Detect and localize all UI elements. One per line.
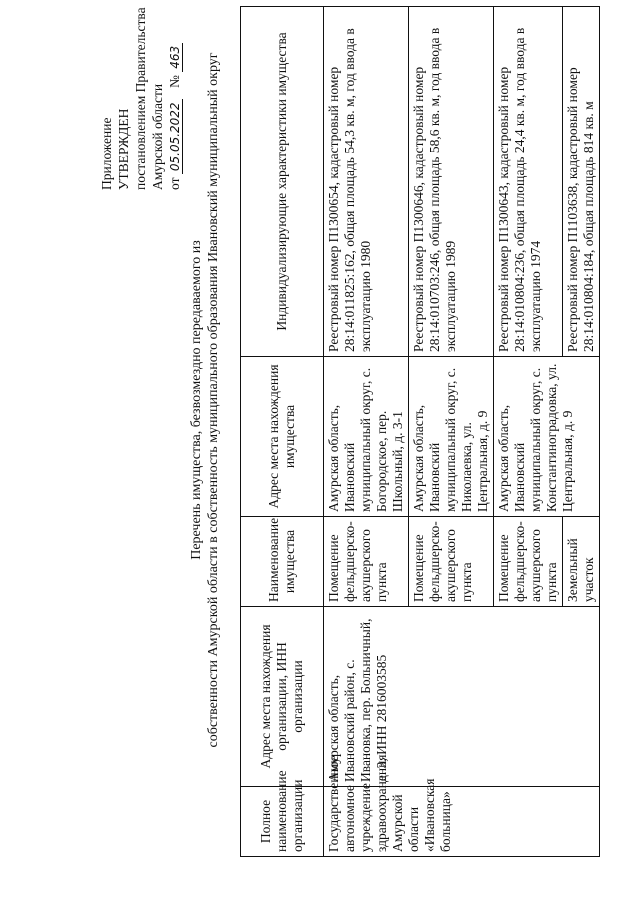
header-org-address: Адрес места нахождения организации, ИНН организации	[241, 607, 324, 787]
table-header-row	[241, 7, 324, 857]
organization-name: Государственное автономное учреждение здравоохранения Амурской области «Ивановская больница»	[324, 787, 600, 857]
property-details: Реестровый номер П1103638, кадастровый номер 28:14:010804:184, общая площадь 814 кв. м	[563, 7, 600, 357]
property-name: Земельный участок	[563, 517, 600, 607]
property-details: Реестровый номер П1300654, кадастровый номер 28:14:011825:162, общая площадь 54,3 кв. м, год ввода в эксплуатацию 1980	[324, 7, 409, 357]
property-name: Помещение фельдшерско-акушерского пункта	[409, 517, 494, 607]
approval-date-line	[166, 5, 184, 190]
approved-label: УТВЕРЖДЕН	[116, 108, 131, 190]
header-org-name: Полное наименование организации	[241, 787, 324, 857]
property-details: Реестровый номер П1300643, кадастровый номер 28:14:010804:236, общая площадь 24,4 кв. м, год ввода в эксплуатацию 1974	[494, 7, 563, 357]
property-name: Помещение фельдшерско-акушерского пункта	[494, 517, 563, 607]
approval-line-2: Амурской области	[150, 83, 165, 190]
title-line-2: собственности Амурской области в собственность муниципального образования Ивановский муниципальный округ	[206, 52, 221, 748]
number-prefix: №	[167, 75, 182, 89]
approval-block	[98, 5, 184, 190]
table-row	[324, 7, 409, 857]
header-property-name: Наименование имущества	[241, 517, 324, 607]
property-table	[240, 6, 600, 857]
appendix-label: Приложение	[99, 117, 114, 190]
approval-number: 463	[168, 43, 183, 72]
header-property-address: Адрес места нахождения имущества	[241, 357, 324, 517]
date-prefix: от	[167, 177, 182, 190]
header-property-details: Индивидуализирующие характеристики имущества	[241, 7, 324, 357]
property-address: Амурская область, Ивановский муниципальный округ, с. Богородское, пер. Школьный, д. 3-1	[324, 357, 409, 517]
property-address: Амурская область, Ивановский муниципальный округ, с. Константиноградовка, ул. Центральная, д. 9	[494, 357, 600, 517]
property-address: Амурская область, Ивановский муниципальный округ, с. Николаевка, ул. Центральная, д. 9	[409, 357, 494, 517]
document-title	[188, 15, 222, 785]
title-line-1: Перечень имущества, безвозмездно передаваемого из	[189, 240, 204, 560]
organization-address: Амурская область, Ивановский район, с. Ивановка, пер. Больничный, д. 3, ИНН 2816003585	[324, 607, 600, 787]
property-details: Реестровый номер П1300646, кадастровый номер 28:14:010703:246, общая площадь 58,6 кв. м, год ввода в эксплуатацию 1989	[409, 7, 494, 357]
approval-line-1: постановлением Правительства	[133, 7, 148, 190]
property-name: Помещение фельдшерско-акушерского пункта	[324, 517, 409, 607]
approval-date: 05.05.2022	[168, 99, 183, 174]
